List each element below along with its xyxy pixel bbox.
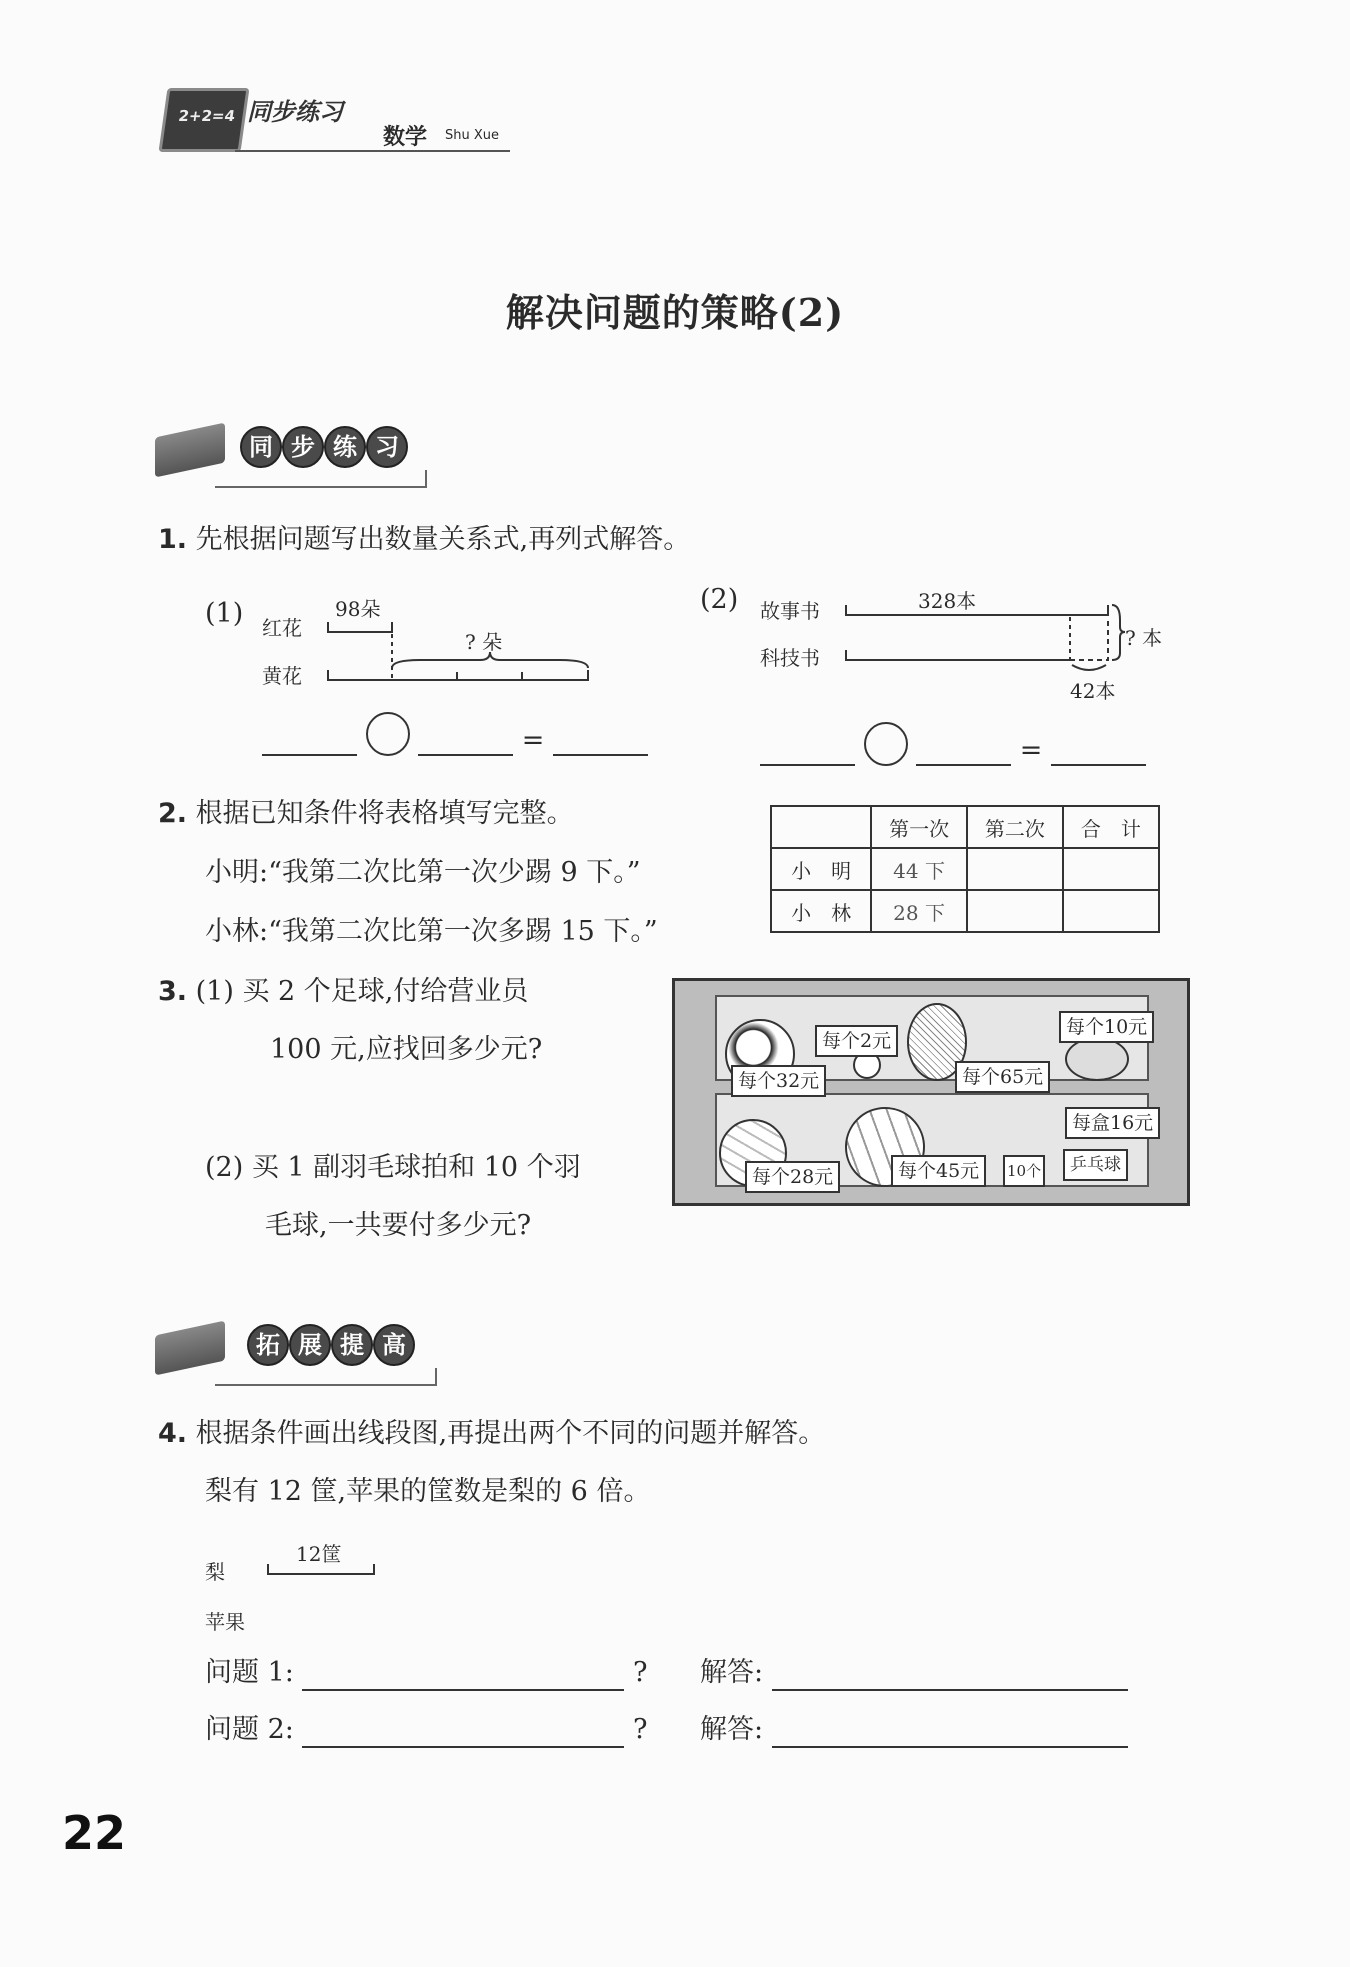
price-tag-shuttlecock: 每个2元 <box>815 1025 898 1057</box>
answer-1-label: 解答: <box>700 1657 764 1688</box>
pingpong-paddle-icon <box>1065 1037 1129 1081</box>
question-1-label: 问题 1: <box>205 1657 294 1688</box>
segment-diff: 42本 <box>1070 679 1116 703</box>
row-label-pear: 梨 <box>205 1560 225 1584</box>
dashed-extension <box>1070 617 1108 660</box>
chalkboard-icon <box>159 88 250 152</box>
price-tag-pingpong-box: 每盒16元 <box>1065 1107 1160 1139</box>
segment-diagram-books <box>840 595 1130 685</box>
red-flower-segment <box>328 622 392 632</box>
q2-xiaolin-statement: 小林:“我第二次比第一次多踢 15 下。” <box>205 916 658 947</box>
pear-segment <box>262 1556 382 1586</box>
section-rule <box>215 1368 437 1386</box>
question-text: 根据条件画出线段图,再提出两个不同的问题并解答。 <box>195 1418 826 1449</box>
price-tag-paddle: 每个10元 <box>1059 1011 1154 1043</box>
header-logo <box>155 70 510 160</box>
section-tag-practice <box>155 412 430 482</box>
subject-label: 数学 <box>383 125 428 150</box>
blank[interactable] <box>418 754 513 756</box>
total-brace <box>1112 605 1125 660</box>
segment-line <box>268 1564 374 1574</box>
section-char: 步 <box>282 426 324 468</box>
question-mark: ? <box>633 1657 648 1688</box>
row-label-story: 故事书 <box>760 599 820 623</box>
q2-xiaoming-statement: 小明:“我第二次比第一次少踢 9 下。” <box>205 857 641 888</box>
section-char: 高 <box>373 1324 415 1366</box>
question-mark: ? <box>633 1714 648 1745</box>
table-cell: 44 下 <box>871 848 967 890</box>
answer-2-blank[interactable] <box>772 1746 1128 1748</box>
table-row <box>771 890 1159 932</box>
question-2-row <box>205 1712 648 1748</box>
page-number: 22 <box>62 1806 127 1860</box>
table-header: 第一次 <box>871 806 967 848</box>
price-tag-basketball: 每个45元 <box>891 1155 986 1187</box>
question-number: 2. <box>158 798 188 829</box>
question-text: 根据已知条件将表格填写完整。 <box>195 798 574 829</box>
pingpong-label: 乒乓球 <box>1063 1149 1128 1181</box>
table-cell-blank[interactable] <box>967 890 1063 932</box>
question-2 <box>158 796 574 832</box>
answer-blank[interactable] <box>1051 764 1146 766</box>
story-book-segment <box>846 605 1108 615</box>
segment-diagram-flowers <box>320 600 600 690</box>
section-char: 同 <box>240 426 282 468</box>
table-cell: 小 林 <box>771 890 871 932</box>
page-title: 解决问题的策略(2) <box>505 290 845 335</box>
operator-circle[interactable] <box>366 712 410 756</box>
segment-amount: 328本 <box>918 589 977 613</box>
price-tag-football: 每个32元 <box>731 1065 826 1097</box>
table-cell-blank[interactable] <box>1063 848 1159 890</box>
question-2-blank[interactable] <box>302 1746 624 1748</box>
answer-2-label: 解答: <box>700 1714 764 1745</box>
q4-condition: 梨有 12 筐,苹果的筐数是梨的 6 倍。 <box>205 1476 651 1507</box>
table-header-row <box>771 806 1159 848</box>
question-number: 4. <box>158 1418 188 1449</box>
table-header: 第二次 <box>967 806 1063 848</box>
blank[interactable] <box>916 764 1011 766</box>
header-rule <box>235 150 510 152</box>
q3-part1-line2: 100 元,应找回多少元? <box>270 1034 543 1065</box>
row-label-apple: 苹果 <box>205 1610 245 1634</box>
question-text: (1) 买 2 个足球,付给营业员 <box>195 976 529 1007</box>
price-tag-racket: 每个65元 <box>955 1061 1050 1093</box>
section-tag-extension <box>155 1310 440 1380</box>
segment-amount: 12筐 <box>296 1542 342 1566</box>
section-rule <box>215 470 427 488</box>
pingpong-count: 10个 <box>1003 1155 1045 1187</box>
question-2-label: 问题 2: <box>205 1714 294 1745</box>
question-number: 1. <box>158 524 188 555</box>
row-label-yellow: 黄花 <box>262 664 302 688</box>
equation-2 <box>760 722 1146 766</box>
question-1-row <box>205 1655 648 1691</box>
section-char: 提 <box>331 1324 373 1366</box>
question-1 <box>158 522 690 558</box>
score-table <box>770 805 1160 933</box>
equals-sign: = <box>1019 735 1043 766</box>
answer-2-row <box>700 1712 1128 1748</box>
subject-pinyin: Shu Xue <box>445 128 500 143</box>
section-char: 展 <box>289 1324 331 1366</box>
answer-1-blank[interactable] <box>772 1689 1128 1691</box>
section-char: 拓 <box>247 1324 289 1366</box>
row-label-red: 红花 <box>262 616 302 640</box>
question-1-blank[interactable] <box>302 1689 624 1691</box>
question-text: 先根据问题写出数量关系式,再列式解答。 <box>195 524 691 555</box>
science-book-segment <box>846 650 1070 660</box>
q3-part2-line1: (2) 买 1 副羽毛球拍和 10 个羽 <box>205 1152 581 1183</box>
section-char: 习 <box>366 426 408 468</box>
price-tag-volleyball: 每个28元 <box>745 1161 840 1193</box>
blank[interactable] <box>262 754 357 756</box>
q3-part2-line2: 毛球,一共要付多少元? <box>265 1210 532 1241</box>
brace <box>392 652 588 668</box>
operator-circle[interactable] <box>864 722 908 766</box>
segment-question: ? 朵 <box>465 630 503 654</box>
table-cell-blank[interactable] <box>1063 890 1159 932</box>
answer-1-row <box>700 1655 1128 1691</box>
q1-part2-label: (2) <box>700 584 739 615</box>
segment-question: ? 本 <box>1125 626 1163 650</box>
sports-shelf-illustration <box>672 978 1190 1206</box>
table-row <box>771 848 1159 890</box>
diff-brace <box>1072 665 1106 670</box>
section-char: 练 <box>324 426 366 468</box>
question-4 <box>158 1416 825 1452</box>
question-3 <box>158 974 528 1010</box>
row-label-science: 科技书 <box>760 646 820 670</box>
equals-sign: = <box>521 725 545 756</box>
table-header <box>771 806 871 848</box>
equation-1 <box>262 712 648 756</box>
question-number: 3. <box>158 976 188 1007</box>
answer-blank[interactable] <box>553 754 648 756</box>
blank[interactable] <box>760 764 855 766</box>
series-title: 同步练习 <box>247 98 343 126</box>
table-cell-blank[interactable] <box>967 848 1063 890</box>
q1-part1-label: (1) <box>205 598 244 629</box>
table-cell: 小 明 <box>771 848 871 890</box>
segment-amount: 98朵 <box>335 597 381 621</box>
table-cell: 28 下 <box>871 890 967 932</box>
table-header: 合 计 <box>1063 806 1159 848</box>
board-text: 2+2=4 <box>177 107 237 125</box>
